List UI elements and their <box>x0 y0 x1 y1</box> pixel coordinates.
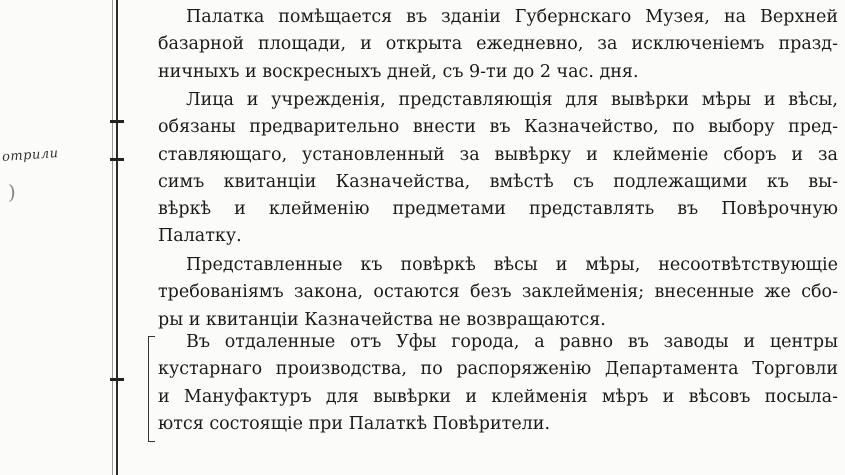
text-line: ются состоящіе при Палаткѣ Повѣрители. <box>158 413 551 434</box>
paragraph-2 <box>158 87 838 251</box>
text-line: Представленные къ повѣркѣ вѣсы и мѣры, несоотвѣтствующіе <box>186 255 838 275</box>
text-line: ничныхъ и воскресныхъ дней, съ 9-ти до 2 час. дня. <box>158 61 639 82</box>
paragraph-3 <box>158 252 838 334</box>
text-line: обязаны предварительно внести въ Казначейство, по выбору пред- <box>158 117 838 138</box>
text-line: Лица и учрежденія, представляющія для вывѣрки мѣры и вѣсы, <box>186 90 838 110</box>
paragraph-4 <box>158 329 838 438</box>
handwritten-margin-note: отрили <box>1 146 59 165</box>
margin-bracket <box>148 336 155 442</box>
text-line: Палатку. <box>158 226 242 247</box>
binding-line <box>116 0 118 475</box>
text-line: и Мануфактуръ для вывѣрки и клейменія мѣръ и вѣсовъ посыла- <box>158 386 838 407</box>
text-line: симъ квитанціи Казначейства, вмѣстѣ съ подлежащими къ вы- <box>158 171 838 192</box>
paragraph-1 <box>158 4 838 86</box>
margin-paren-mark: ) <box>8 180 16 204</box>
text-line: базарной площади, и открыта ежедневно, за исключеніемъ празд- <box>158 34 838 55</box>
margin-tick-mark <box>110 378 124 381</box>
text-line: ставляющаго, установленный за вывѣрку и клейменіе сборъ и за <box>158 144 838 165</box>
text-line: Палатка помѣщается въ зданіи Губернскаго Музея, на Верхней <box>186 7 838 27</box>
text-line: Въ отдаленные отъ Уфы города, а равно въ заводы и центры <box>186 332 838 352</box>
margin-tick-mark <box>110 158 124 161</box>
text-line: ры и квитанціи Казначейства не возвращаются. <box>158 309 606 330</box>
text-line: кустарнаго производства, по распоряженію Департамента Торговли <box>158 359 838 380</box>
margin-tick-mark <box>110 120 124 123</box>
text-line: вѣркѣ и клейменію предметами представлять въ Повѣрочную <box>158 199 838 220</box>
binding-line-faint <box>112 0 113 475</box>
text-line: требованіямъ закона, остаются безъ заклейменія; внесенные же сбо- <box>158 282 838 303</box>
